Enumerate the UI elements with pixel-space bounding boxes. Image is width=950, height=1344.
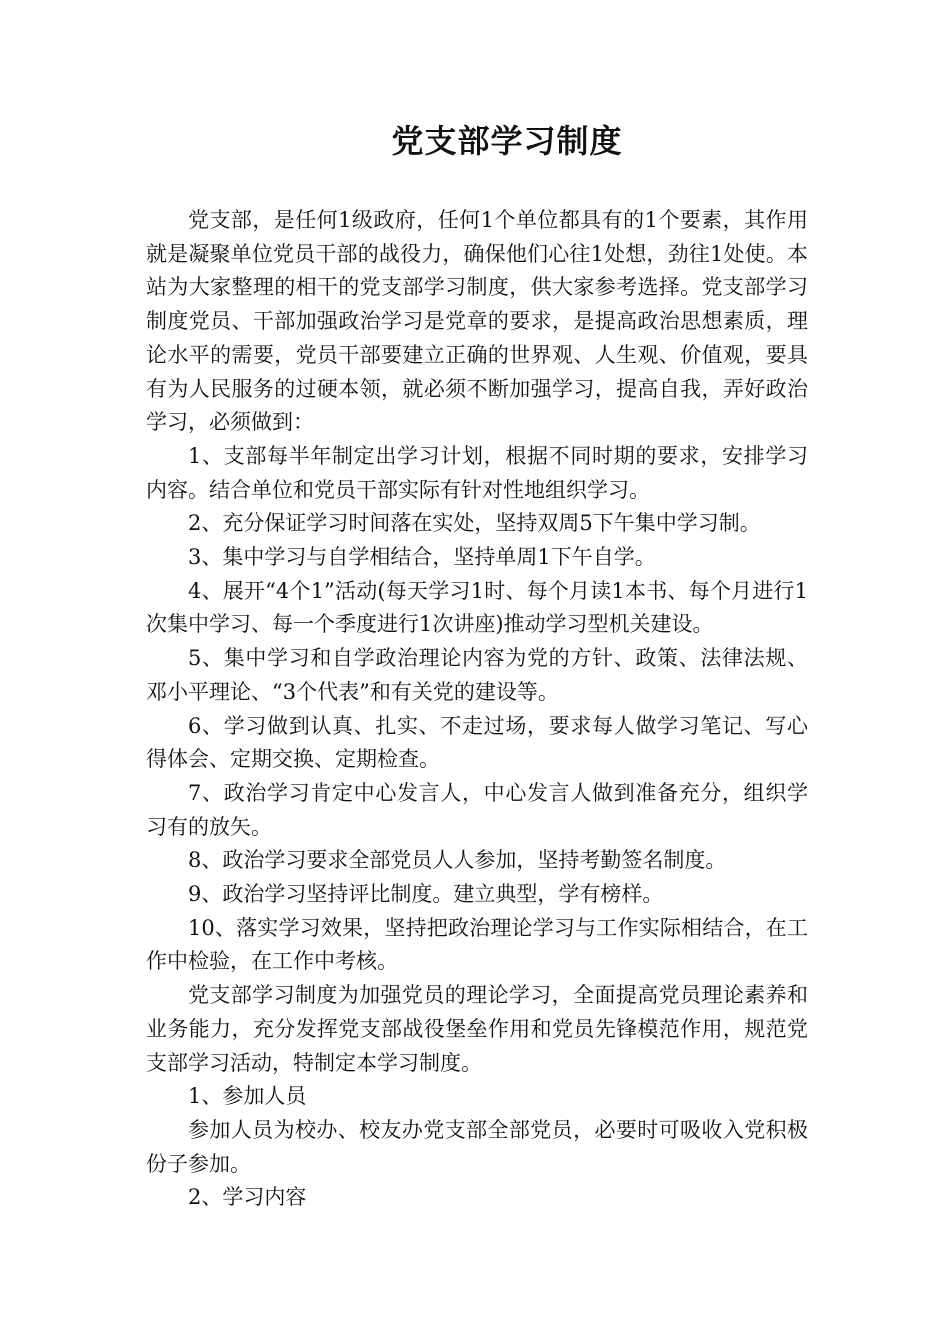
section-heading-content: 2、学习内容 — [188, 1185, 307, 1210]
section-heading-participants: 1、参加人员 — [188, 1084, 307, 1109]
paragraph-item-7: 7、政治学习肯定中心发言人，中心发言人做到准备充分，组织学习有的放矢。 — [146, 780, 808, 839]
paragraph-item-4: 4、展开“4个1”活动(每天学习1时、每个月读1本书、每个月进行1次集中学习、每一个季度进行1次讲座)推动学习型机关建设。 — [146, 578, 808, 637]
paragraph-item-5: 5、集中学习和自学政治理论内容为党的方针、政策、法律法规、邓小平理论、“3个代表”和有关党的建设等。 — [146, 646, 808, 704]
paragraph-item-9: 9、政治学习坚持评比制度。建立典型，学有榜样。 — [188, 882, 664, 907]
paragraph-item-3: 3、集中学习与自学相结合，坚持单周1下午自学。 — [188, 545, 656, 570]
document-title: 党支部学习制度 — [391, 122, 623, 160]
paragraph-item-2: 2、充分保证学习时间落在实处，坚持双周5下午集中学习制。 — [188, 511, 761, 536]
document-body — [146, 204, 808, 1215]
paragraph-item-8: 8、政治学习要求全部党员人人参加，坚持考勤签名制度。 — [188, 848, 727, 873]
paragraph-item-6: 6、学习做到认真、扎实、不走过场，要求每人做学习笔记、写心得体会、定期交换、定期检查。 — [146, 713, 808, 772]
paragraph-second-intro: 党支部学习制度为加强党员的理论学习，全面提高党员理论素养和业务能力，充分发挥党支部战役堡垒作用和党员先锋模范作用，规范党支部学习活动，特制定本学习制度。 — [146, 983, 808, 1075]
paragraph-intro: 党支部，是任何1级政府，任何1个单位都具有的1个要素，其作用就是凝聚单位党员干部的战役力，确保他们心往1处想，劲往1处使。本站为大家整理的相干的党支部学习制度，供大家参考选择。党支部学习制度党员、干部加强政治学习是党章的要求，是提高政治思想素质，理论水平的需要，党员干部要建立正确的世界观、人生观、价值观，要具有为人民服务的过硬本领，就必须不断加强学习，提高自我，弄好政治学习，必须做到： — [146, 208, 808, 435]
paragraph-participants: 参加人员为校办、校友办党支部全部党员，必要时可吸收入党积极份子参加。 — [146, 1117, 808, 1176]
paragraph-item-10: 10、落实学习效果，坚持把政治理论学习与工作实际相结合，在工作中检验，在工作中考核。 — [146, 915, 808, 974]
paragraph-item-1: 1、支部每半年制定出学习计划，根据不同时期的要求，安排学习内容。结合单位和党员干部实际有针对性地组织学习。 — [146, 443, 808, 502]
document-page — [146, 120, 808, 1215]
